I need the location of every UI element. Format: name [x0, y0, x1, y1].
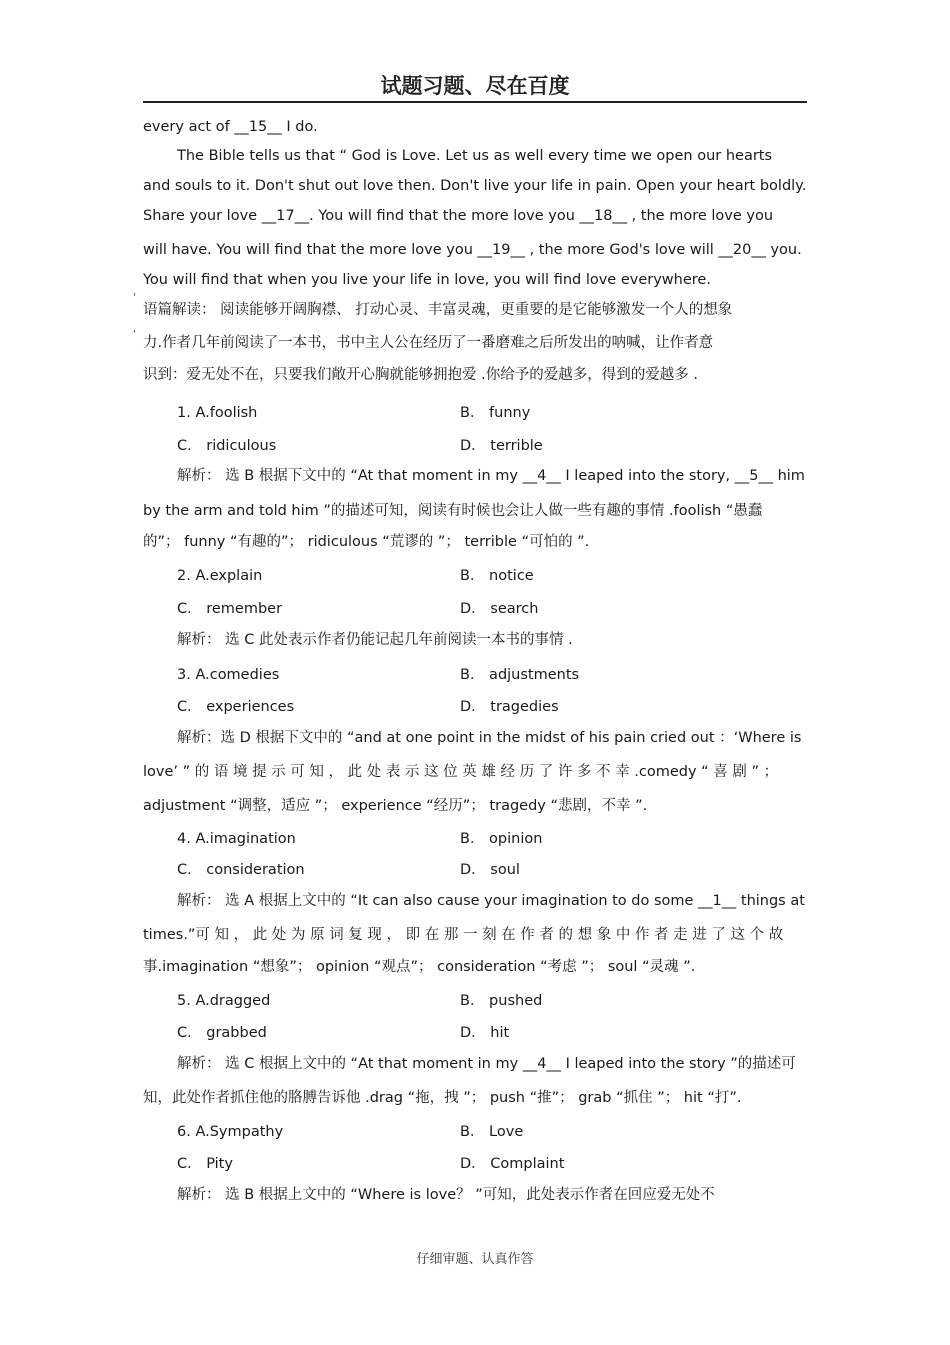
question-5-analysis: 知，此处作者抓住他的胳膊告诉他 .drag “拖，拽 ”； push “推”； grab “抓住 ”； hit “打”. — [143, 1090, 742, 1106]
question-1-option-d: D． terrible — [460, 438, 543, 454]
question-5-option-a: 5. A.dragged — [177, 993, 271, 1009]
question-5-analysis: 解析： 选 C 根据上文中的 “At that moment in my __4__ I leaped into the story ”的描述可 — [177, 1056, 796, 1072]
margin-mark: ' — [133, 329, 136, 340]
passage-line: every act of __15__ I do. — [143, 119, 318, 135]
question-6-option-c: C． Pity — [177, 1156, 233, 1172]
question-1-option-c: C． ridiculous — [177, 438, 277, 454]
question-1-analysis: 解析： 选 B 根据下文中的 “At that moment in my __4__ I leaped into the story, __5__ him — [177, 468, 805, 484]
question-6-option-b: B． Love — [460, 1124, 524, 1140]
passage-summary-line: 识到：爱无处不在，只要我们敞开心胸就能够拥抱爱 .你给予的爱越多，得到的爱越多 . — [143, 367, 698, 383]
question-1-option-a: 1. A.foolish — [177, 405, 258, 421]
passage-line: Share your love __17__. You will find that the more love you __18__ , the more love you — [143, 208, 774, 224]
question-3-option-d: D． tragedies — [460, 699, 559, 715]
question-2-analysis: 解析： 选 C 此处表示作者仍能记起几年前阅读一本书的事情 . — [177, 632, 573, 648]
question-3-option-c: C． experiences — [177, 699, 295, 715]
passage-line: will have. You will find that the more love you __19__ , the more God's love will __20__ you. — [143, 242, 802, 258]
question-1-option-b: B． funny — [460, 405, 531, 421]
question-5-option-d: D． hit — [460, 1025, 510, 1041]
passage-summary-line: 力.作者几年前阅读了一本书，书中主人公在经历了一番磨难之后所发出的呐喊，让作者意 — [143, 335, 714, 351]
question-6-option-d: D． Complaint — [460, 1156, 565, 1172]
question-4-analysis: 解析： 选 A 根据上文中的 “It can also cause your imagination to do some __1__ things at — [177, 893, 805, 909]
question-2-option-d: D． search — [460, 601, 539, 617]
question-3-option-a: 3. A.comedies — [177, 667, 280, 683]
question-2-option-b: B． notice — [460, 568, 534, 584]
passage-summary-line: 语篇解读： 阅读能够开阔胸襟、 打动心灵、丰富灵魂，更重要的是它能够激发一个人的想象 — [143, 302, 733, 318]
question-6-analysis: 解析： 选 B 根据上文中的 “Where is love？ ”可知，此处表示作者在回应爱无处不 — [177, 1187, 715, 1203]
question-4-analysis: 事.imagination “想象”； opinion “观点”； consideration “考虑 ”； soul “灵魂 ”. — [143, 959, 696, 975]
question-2-option-a: 2. A.explain — [177, 568, 263, 584]
question-4-analysis: times.”可 知 ， 此 处 为 原 词 复 现 ， 即 在 那 一 刻 在 作 者 的 想 象 中 作 者 走 进 了 这 个 故 — [143, 927, 784, 943]
page-header-title: 试题习题、尽在百度 — [380, 73, 570, 98]
question-4-option-c: C． consideration — [177, 862, 305, 878]
header-rule — [143, 101, 807, 103]
passage-line: The Bible tells us that “ God is Love. Let us as well every time we open our hearts — [177, 148, 773, 164]
question-1-analysis: by the arm and told him ”的描述可知，阅读有时候也会让人做一些有趣的事情 .foolish “愚蠢 — [143, 503, 763, 519]
question-4-option-d: D． soul — [460, 862, 520, 878]
passage-line: and souls to it. Don't shut out love then. Don't live your life in pain. Open your heart boldly. — [143, 178, 807, 194]
question-4-option-b: B． opinion — [460, 831, 543, 847]
margin-mark: ' — [133, 292, 136, 303]
question-4-option-a: 4. A.imagination — [177, 831, 296, 847]
question-5-option-b: B． pushed — [460, 993, 543, 1009]
passage-line: You will find that when you live your life in love, you will find love everywhere. — [143, 272, 711, 288]
question-3-analysis: 解析：选 D 根据下文中的 “and at one point in the midst of his pain cried out ：‘Where is — [177, 730, 802, 746]
question-3-analysis: love’ ” 的 语 境 提 示 可 知 ， 此 处 表 示 这 位 英 雄 经 历 了 许 多 不 幸 .comedy “ 喜 剧 ” ； — [143, 764, 779, 780]
question-3-analysis: adjustment “调整，适应 ”； experience “经历”； tragedy “悲剧，不幸 ”. — [143, 798, 648, 814]
question-6-option-a: 6. A.Sympathy — [177, 1124, 284, 1140]
question-3-option-b: B． adjustments — [460, 667, 580, 683]
question-5-option-c: C． grabbed — [177, 1025, 267, 1041]
question-1-analysis: 的”； funny “有趣的”； ridiculous “荒谬的 ”； terrible “可怕的 ”. — [143, 534, 590, 550]
question-2-option-c: C． remember — [177, 601, 283, 617]
page-footer: 仔细审题、认真作答 — [416, 1252, 534, 1267]
